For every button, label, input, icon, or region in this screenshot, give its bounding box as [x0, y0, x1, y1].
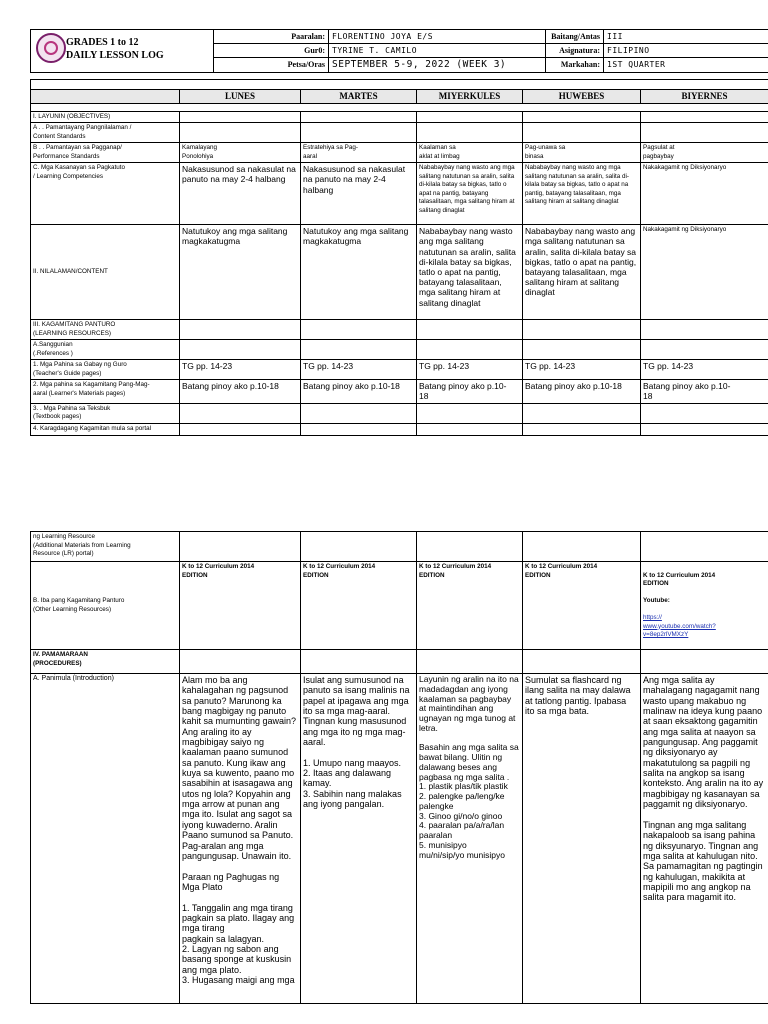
day-header: MARTES [301, 90, 417, 104]
day-header: HUWEBES [523, 90, 641, 104]
row-label: A.Sanggunian (.References ) [31, 340, 180, 360]
day-cell [417, 111, 523, 123]
day-cell [523, 403, 641, 423]
lr-cell [641, 532, 768, 562]
day-cell [301, 340, 417, 360]
day-cell [417, 340, 523, 360]
table1-row [31, 143, 768, 163]
markahan-label: Markahan: [546, 58, 604, 73]
day-cell: Nababaybay nang wasto ang mga salitang natutunan sa aralin, salita di-kilala batay sa bigkas, tatlo o apat na pantig, batayang talasalitaan, mga salitang hiram at salitang dinaglat [523, 225, 641, 320]
day-cell [523, 123, 641, 143]
day-cell: Estratehiya sa Pag- aaral [301, 143, 417, 163]
day-cell [641, 340, 768, 360]
day-header: BIYERNES [641, 90, 768, 104]
row-label: I. LAYUNIN (OBJECTIVES) [31, 111, 180, 123]
day-cell [417, 423, 523, 435]
other-resources-label: B. Iba pang Kagamitang Panturo (Other Learning Resources) [31, 562, 180, 650]
day-cell: Pag-unawa sa binasa [523, 143, 641, 163]
asignatura-value: FILIPINO [604, 44, 768, 58]
day-cell: Kamalayang Ponolohiya [180, 143, 301, 163]
table1-row [31, 423, 768, 435]
other-resources-text: K to 12 Curriculum 2014 EDITION [643, 571, 716, 587]
lesson-log-table-1 [30, 79, 768, 436]
row-label: III. KAGAMITANG PANTURO (LEARNING RESOURCES) [31, 320, 180, 340]
day-cell: Nababaybay nang wasto ang mga salitang natutunan sa aralin, salita di-kilala batay sa bigkas, tatlo o apat na pantig, batayang talasalitaan, mga salitang hiram at salitang dinaglat [417, 225, 523, 320]
day-cell [641, 403, 768, 423]
panimula-cell: Sumulat sa flashcard ng ilang salita na may dalawa at tatlong pantig. Ipabasa ito sa mga bata. [523, 674, 641, 1004]
day-cell [523, 320, 641, 340]
day-cell: Batang pinoy ako p.10-18 [523, 380, 641, 403]
row-label: A . . Pamantayang Pangnilalaman / Content Standards [31, 123, 180, 143]
day-cell: Nababaybay nang wasto ang mga salitang natutunan sa aralin, salita di-kilala batay sa bigkas, tatlo o apat na pantig, batayang talasalitaan, mga salitang hiram at salitang dinaglat [417, 163, 523, 225]
day-cell [641, 320, 768, 340]
day-cell [180, 320, 301, 340]
lr-cell [523, 532, 641, 562]
day-cell: Batang pinoy ako p.10- 18 [641, 380, 768, 403]
day-cell: Nakakagamit ng Diksiyonaryo [641, 163, 768, 225]
row-label: 1. Mga Pahina sa Gabay ng Guro (Teacher's Guide pages) [31, 360, 180, 380]
lr-cell [180, 532, 301, 562]
day-cell: Pagsulat at pagbaybay [641, 143, 768, 163]
day-cell [180, 340, 301, 360]
lr-cell [301, 532, 417, 562]
day-cell: TG pp. 14-23 [523, 360, 641, 380]
youtube-link[interactable]: https:// www.youtube.com/watch? v=8ep2rlVMXzY [643, 614, 716, 638]
day-cell [523, 340, 641, 360]
day-cell: Nakasusunod sa nakasulat na panuto na may 2-4 halbang [301, 163, 417, 225]
day-cell [641, 123, 768, 143]
day-cell [523, 423, 641, 435]
logo-cell [31, 30, 214, 73]
table1-row [31, 340, 768, 360]
day-cell [417, 403, 523, 423]
spacer-row [31, 103, 768, 111]
other-resources-cell: K to 12 Curriculum 2014 EDITION [523, 562, 641, 650]
day-cell: TG pp. 14-23 [417, 360, 523, 380]
day-cell: Natutukoy ang mga salitang magkakatugma [301, 225, 417, 320]
table1-row [31, 403, 768, 423]
day-cell [301, 123, 417, 143]
day-cell [301, 423, 417, 435]
lesson-log-table-2 [30, 531, 768, 1004]
day-cell: Nakasusunod sa nakasulat na panuto na may 2-4 halbang [180, 163, 301, 225]
table1-row [31, 380, 768, 403]
other-resources-cell: K to 12 Curriculum 2014 EDITION [301, 562, 417, 650]
guro-label: Gur0: [214, 44, 329, 58]
day-cell: Nababaybay nang wasto ang mga salitang natutunan sa aralin, salita di-kilala batay sa bigkas, tatlo o apat na pantig, batayang talasalitaan, mga salitang hiram at salitang dinaglat [523, 163, 641, 225]
day-cell: Nakakagamit ng Diksiyonaryo [641, 225, 768, 320]
row-label: B . . Pamantayan sa Pagganap/ Performance Standards [31, 143, 180, 163]
day-cell [417, 320, 523, 340]
other-resources-cell: K to 12 Curriculum 2014 EDITION [417, 562, 523, 650]
panimula-label: A. Panimula (Introduction) [31, 674, 180, 1004]
spacer-row [31, 80, 768, 90]
day-cell [641, 111, 768, 123]
day-cell: Kaalaman sa aklat at limbag [417, 143, 523, 163]
day-cell: Batang pinoy ako p.10-18 [301, 380, 417, 403]
day-cell [180, 111, 301, 123]
procedures-label: IV. PAMAMARAAN (PROCEDURES) [31, 650, 180, 674]
paaralan-label: Paaralan: [214, 30, 329, 44]
day-cell: TG pp. 14-23 [301, 360, 417, 380]
day-cell [301, 111, 417, 123]
table1-row [31, 111, 768, 123]
baitang-value: III [604, 30, 768, 44]
table1-row [31, 123, 768, 143]
day-header: MIYERKULES [417, 90, 523, 104]
header-table [30, 29, 768, 73]
day-cell [301, 403, 417, 423]
day-header: LUNES [180, 90, 301, 104]
row-label: II. NILALAMAN/CONTENT [31, 225, 180, 320]
day-cell [180, 403, 301, 423]
day-cell [180, 123, 301, 143]
day-cell [417, 123, 523, 143]
panimula-cell: Isulat ang sumusunod na panuto sa isang malinis na papel at ipagawa ang mga ito sa mga mag-aaral. Tingnan kung masusunod ang mga ito ng mga mag-aaral. 1. Umupo nang maayos. 2. Itaas ang dalawang kamay. 3. Sabihin nang malakas ang iyong pangalan. [301, 674, 417, 1004]
other-resources-cell: K to 12 Curriculum 2014 EDITION [180, 562, 301, 650]
panimula-cell: Layunin ng aralin na ito na madadagdan ang iyong kaalaman sa pagbaybay at maintindihan ang ugnayan ng mga tunog at letra. Basahin ang mga salita sa bawat bilang. Ulitin ng dalawang beses ang pagbasa ng mga salita . 1. plastik plas/tik plastik 2. palengke pa/leng/ke palengke 3. Ginoo gi/no/o ginoo 4. paaralan pa/a/ra/lan paaralan 5. munisipyo mu/ni/sip/yo munisipyo [417, 674, 523, 1004]
lr-portal-label: ng Learning Resource (Additional Materials from Learning Resource (LR) portal) [31, 532, 180, 562]
day-cell [641, 423, 768, 435]
row-label: 4. Karagdagang Kagamitan mula sa portal [31, 423, 180, 435]
day-cell: TG pp. 14-23 [180, 360, 301, 380]
row-label: C. Mga Kasanayan sa Pagkatuto / Learning Competencies [31, 163, 180, 225]
day-cell [301, 320, 417, 340]
day-cell [523, 111, 641, 123]
day-cell [180, 423, 301, 435]
lr-cell [417, 532, 523, 562]
petsa-value: SEPTEMBER 5-9, 2022 (WEEK 3) [329, 58, 546, 73]
day-cell: TG pp. 14-23 [641, 360, 768, 380]
row-label: 2. Mga pahina sa Kagamitang Pang-Mag- aaral (Learner's Materials pages) [31, 380, 180, 403]
row-label: 3. . Mga Pahina sa Teksbuk (Textbook pages) [31, 403, 180, 423]
table1-row [31, 225, 768, 320]
day-cell: Batang pinoy ako p.10- 18 [417, 380, 523, 403]
asignatura-label: Asignatura: [546, 44, 604, 58]
panimula-cell: Ang mga salita ay mahalagang nagagamit nang wasto upang makabuo ng malinaw na ideya kung paano at saan eksaktong gagamitin ang mga salita at naayon sa pangungusap. Ang paggamit ng diksiyonaryo ay makatutulong sa pagpili ng salita na angkop sa isang konteksto. Ang aralin na ito ay magbibigay ng kasanayan sa paggamit ng diksiyonaryo. Tingnan ang mga salitang nakapaloob sa isang pahina ng diksyunaryo. Tingnan ang mga salita at kahulugan nito. Sa pamamagitan ng pagtingin ng kahulugan, makikita at mapipili mo ang angkop na salita para magamit ito. [641, 674, 768, 1004]
paaralan-value: FLORENTINO JOYA E/S [329, 30, 546, 44]
day-cell: Batang pinoy ako p.10-18 [180, 380, 301, 403]
days-header-blank [31, 90, 180, 104]
panimula-cell: Alam mo ba ang kahalagahan ng pagsunod sa panuto? Marunong ka bang magbigay ng panuto kahit sa mumunting gawain? Ang araling ito ay magbibigay saiyo ng kaalaman paano sumunod sa panuto. Kung ikaw ang kuya sa kuwento, paano mo sasabihin at isasagawa ang utos ng lola? Kopyahin ang mga arrow at punan ang mga ito. Isulat ang sagot sa iyong kuwaderno. Aralin Paano sumunod sa Panuto. Pag-aralan ang mga pangungusap. Unawain ito. Paraan ng Paghugas ng Mga Plato 1. Tanggalin ang mga tirang pagkain sa plato. Ilagay ang mga tirang pagkain sa lalagyan. 2. Lagyan ng sabon ang basang sponge at kuskusin ang mga plato. 3. Hugasang maigi ang mga [180, 674, 301, 1004]
baitang-label: Baitang/Antas [546, 30, 604, 44]
form-title-line1: GRADES 1 to 12 [66, 37, 139, 48]
day-cell: Natutukoy ang mga salitang magkakatugma [180, 225, 301, 320]
youtube-label: Youtube: [643, 597, 670, 604]
table1-row [31, 360, 768, 380]
guro-value: TYRINE T. CAMILO [329, 44, 546, 58]
markahan-value: 1ST QUARTER [604, 58, 768, 73]
other-resources-cell-friday [641, 562, 768, 650]
petsa-label: Petsa/Oras [214, 58, 329, 73]
form-title-line2: DAILY LESSON LOG [66, 50, 164, 61]
table1-row [31, 320, 768, 340]
table1-row [31, 163, 768, 225]
